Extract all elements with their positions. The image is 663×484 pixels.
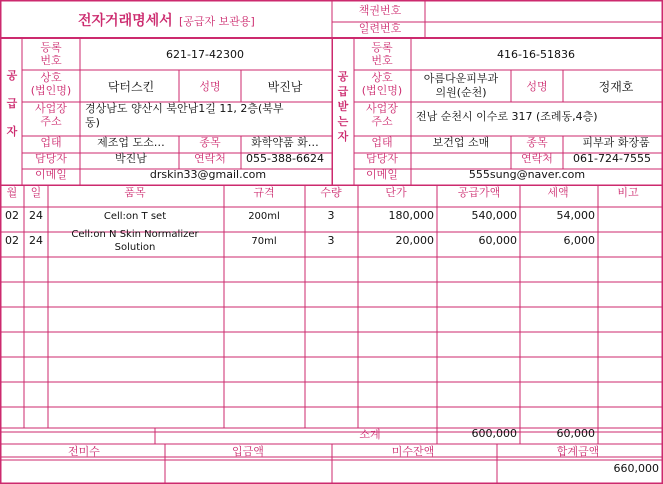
row-2-supply-amount: 60,000 <box>478 234 517 247</box>
supplier-name-label-2: (법인명) <box>30 84 72 97</box>
balance-label: 미수잔액 <box>391 445 435 458</box>
supplier-vertical-label-1: 공 <box>6 69 18 82</box>
buyer-addr-label-2: 주소 <box>371 115 393 128</box>
supplier-address-line-2: 동) <box>85 116 100 129</box>
buyer-email: 555sung@naver.com <box>468 168 586 181</box>
supplier-type-label: 업태 <box>40 136 62 149</box>
row-1-unit-price: 180,000 <box>388 209 434 222</box>
book-number-label: 책권번호 <box>358 4 402 17</box>
total-amount: 660,000 <box>613 462 659 475</box>
items-table <box>5 185 639 441</box>
supplier-addr-label-1: 사업장 <box>35 102 67 115</box>
subtotal-supply-amount: 600,000 <box>471 427 517 440</box>
row-1-item: Cell:on T set <box>103 211 167 222</box>
buyer-reg-label-1: 등록 <box>371 41 393 54</box>
buyer-type-label: 업태 <box>371 136 393 149</box>
table-row <box>5 209 595 222</box>
buyer-addr-label-1: 사업장 <box>366 102 398 115</box>
buyer-vertical-label-5: 자 <box>337 130 349 143</box>
supplier-email-label: 이메일 <box>35 168 67 181</box>
buyer-rep-name: 정재호 <box>598 80 634 94</box>
supplier-email: drskin33@gmail.com <box>149 168 267 181</box>
supplier-reg-label-1: 등록 <box>40 41 62 54</box>
supplier-manager-label: 담당자 <box>35 152 67 165</box>
row-2-item-line-2: Solution <box>114 242 156 253</box>
total-label: 합계금액 <box>556 445 600 458</box>
supplier-manager: 박진남 <box>115 152 147 165</box>
row-2-spec: 70ml <box>251 236 277 247</box>
document-subtitle: [공급자 보관용] <box>179 15 255 28</box>
buyer-reg-number: 416-16-51836 <box>497 48 575 61</box>
supplier-section <box>6 41 324 181</box>
row-2-unit-price: 20,000 <box>395 234 434 247</box>
header-supply-amount: 공급가액 <box>457 186 501 199</box>
buyer-name-line-2: 의원(순천) <box>435 86 487 99</box>
table-header <box>7 185 639 199</box>
header-quantity: 수량 <box>320 186 342 199</box>
supplier-phone: 055-388-6624 <box>246 152 324 165</box>
supplier-item-label: 종목 <box>199 136 221 149</box>
row-1-quantity: 3 <box>327 209 335 222</box>
serial-number-label: 일련번호 <box>358 22 402 35</box>
supplier-rep-name: 박진남 <box>267 80 303 94</box>
buyer-section <box>337 41 651 181</box>
row-1-supply-amount: 540,000 <box>471 209 517 222</box>
buyer-vertical-label-1: 공 <box>337 70 349 83</box>
buyer-vertical-label-4: 는 <box>337 115 349 128</box>
buyer-address: 전남 순천시 이수로 317 (조례동,4층) <box>416 110 598 123</box>
supplier-phone-label: 연락처 <box>194 152 226 165</box>
unpaid-label: 전미수 <box>68 445 100 458</box>
table-row <box>5 229 595 253</box>
buyer-manager-label: 담당자 <box>366 152 398 165</box>
supplier-reg-label-2: 번호 <box>40 54 62 67</box>
supplier-name: 닥터스킨 <box>107 80 155 94</box>
subtotal-label: 소계 <box>359 428 381 441</box>
supplier-name-label-1: 상호 <box>40 71 62 84</box>
subtotal-tax: 60,000 <box>556 427 595 440</box>
supplier-addr-label-2: 주소 <box>40 115 62 128</box>
header-item: 품목 <box>124 186 146 199</box>
header-day: 일 <box>30 186 42 199</box>
document-title: 전자거래명세서 <box>78 13 173 29</box>
row-1-tax: 54,000 <box>556 209 595 222</box>
supplier-reg-number: 621-17-42300 <box>166 48 244 61</box>
buyer-name-label-1: 상호 <box>371 71 393 84</box>
supplier-rep-label: 성명 <box>199 80 221 93</box>
buyer-phone-label: 연락처 <box>521 152 553 165</box>
buyer-name-line-1: 아름다운피부과 <box>423 72 499 85</box>
buyer-vertical-label-3: 받 <box>337 100 349 113</box>
buyer-rep-label: 성명 <box>526 80 548 93</box>
buyer-vertical-label-2: 급 <box>337 85 349 98</box>
row-2-month: 02 <box>5 234 19 247</box>
supplier-address-line-1: 경상남도 양산시 북안남1길 11, 2층(북부 <box>85 102 284 115</box>
subtotal-row <box>359 427 595 441</box>
row-1-month: 02 <box>5 209 19 222</box>
buyer-phone: 061-724-7555 <box>573 152 651 165</box>
row-1-day: 24 <box>29 209 43 222</box>
row-2-tax: 6,000 <box>563 234 595 247</box>
buyer-name-label-2: (법인명) <box>361 84 403 97</box>
supplier-business-type: 제조업 도소… <box>97 136 165 149</box>
deposit-label: 입금액 <box>232 445 264 458</box>
buyer-business-type: 보건업 소매 <box>432 136 490 149</box>
supplier-vertical-label-2: 급 <box>6 97 18 110</box>
header-note: 비고 <box>617 186 639 199</box>
header-unit-price: 단가 <box>385 186 407 199</box>
buyer-email-label: 이메일 <box>366 168 398 181</box>
supplier-vertical-label-3: 자 <box>6 125 18 138</box>
buyer-business-item: 피부과 화장품 <box>582 136 650 149</box>
header-tax: 세액 <box>547 186 569 199</box>
supplier-business-item: 화학약품 화… <box>251 136 319 149</box>
buyer-item-label: 종목 <box>526 136 548 149</box>
buyer-reg-label-2: 번호 <box>371 54 393 67</box>
header-spec: 규격 <box>253 186 275 199</box>
row-2-item-line-1: Cell:on N Skin Normalizer <box>71 229 199 240</box>
row-2-quantity: 3 <box>327 234 335 247</box>
header-month: 월 <box>6 186 18 199</box>
row-2-day: 24 <box>29 234 43 247</box>
row-1-spec: 200ml <box>248 211 280 222</box>
